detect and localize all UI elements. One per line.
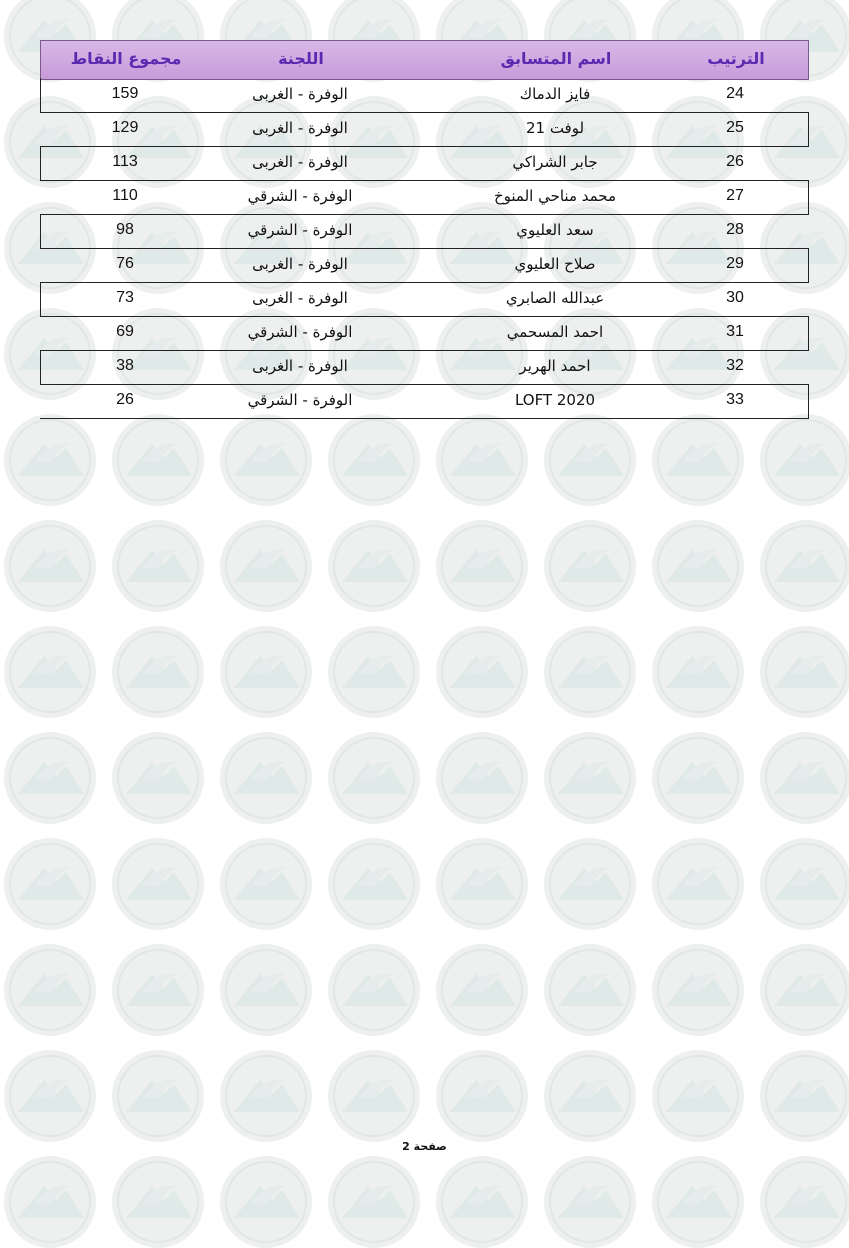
pigeon-emblem-icon: [652, 838, 744, 930]
pigeon-emblem-icon: [760, 732, 849, 824]
rank-cell: 25: [726, 119, 744, 136]
committee-cell: الوفرة - الشرقي: [247, 221, 353, 239]
points-cell: 76: [116, 255, 134, 272]
pigeon-emblem-icon: [4, 1050, 96, 1142]
pigeon-emblem-icon: [220, 626, 312, 718]
pigeon-emblem-icon: [112, 944, 204, 1036]
committee-cell: الوفرة - الغربى: [252, 255, 348, 273]
header-name: اسم المتسابق: [500, 49, 612, 68]
header-points: مجموع النقاط: [70, 49, 182, 68]
rank-cell: 28: [726, 221, 744, 238]
pigeon-emblem-icon: [328, 838, 420, 930]
pigeon-emblem-icon: [544, 1156, 636, 1248]
row-border: [40, 112, 809, 113]
pigeon-emblem-icon: [4, 944, 96, 1036]
pigeon-emblem-icon: [112, 1156, 204, 1248]
pigeon-emblem-icon: [544, 626, 636, 718]
points-cell: 38: [116, 357, 134, 374]
row-border: [40, 384, 809, 385]
points-cell: 26: [116, 391, 134, 408]
table-row: [40, 78, 809, 112]
pigeon-emblem-icon: [220, 1050, 312, 1142]
pigeon-emblem-icon: [328, 626, 420, 718]
row-border: [40, 214, 809, 215]
pigeon-emblem-icon: [760, 1156, 849, 1248]
table-row: [40, 146, 809, 180]
table-row: [40, 350, 809, 384]
pigeon-emblem-icon: [220, 1156, 312, 1248]
pigeon-emblem-icon: [220, 520, 312, 612]
pigeon-emblem-icon: [328, 732, 420, 824]
rank-cell: 26: [726, 153, 744, 170]
table-row: [40, 384, 809, 418]
pigeon-emblem-icon: [4, 414, 96, 506]
pigeon-emblem-icon: [652, 944, 744, 1036]
pigeon-emblem-icon: [760, 414, 849, 506]
pigeon-emblem-icon: [112, 626, 204, 718]
pigeon-emblem-icon: [328, 520, 420, 612]
pigeon-emblem-icon: [436, 1050, 528, 1142]
table-header: [40, 40, 809, 80]
committee-cell: الوفرة - الشرقي: [247, 323, 353, 341]
pigeon-emblem-icon: [760, 1050, 849, 1142]
table-row: [40, 112, 809, 146]
pigeon-emblem-icon: [544, 414, 636, 506]
pigeon-emblem-icon: [544, 1050, 636, 1142]
competitor-name-cell: LOFT 2020: [514, 391, 596, 409]
competitor-name-cell: احمد المسحمي: [506, 323, 604, 341]
competitor-name-cell: عبدالله الصابري: [505, 289, 605, 307]
row-border: [40, 78, 41, 112]
committee-cell: الوفرة - الشرقي: [247, 187, 353, 205]
row-border: [808, 384, 809, 418]
committee-cell: الوفرة - الغربى: [252, 85, 348, 103]
pigeon-emblem-icon: [436, 838, 528, 930]
points-cell: 159: [111, 85, 139, 102]
table-row: [40, 180, 809, 214]
points-cell: 73: [116, 289, 134, 306]
competitor-name-cell: احمد الهرير: [519, 357, 591, 375]
points-cell: 110: [112, 187, 138, 204]
pigeon-emblem-icon: [328, 1050, 420, 1142]
pigeon-emblem-icon: [760, 520, 849, 612]
points-cell: 113: [112, 153, 138, 170]
points-cell: 129: [111, 119, 139, 136]
rank-cell: 24: [726, 85, 744, 102]
pigeon-emblem-icon: [328, 944, 420, 1036]
pigeon-emblem-icon: [652, 1156, 744, 1248]
pigeon-emblem-icon: [760, 944, 849, 1036]
pigeon-emblem-icon: [4, 838, 96, 930]
pigeon-emblem-icon: [112, 414, 204, 506]
row-border: [40, 282, 41, 316]
row-border: [808, 248, 809, 282]
competitor-name-cell: لوفت 21: [525, 119, 585, 137]
pigeon-emblem-icon: [436, 520, 528, 612]
pigeon-emblem-icon: [328, 414, 420, 506]
row-border: [40, 214, 41, 248]
competitor-name-cell: صلاح العليوي: [514, 255, 596, 273]
table-row: [40, 248, 809, 282]
row-border: [40, 180, 809, 181]
committee-cell: الوفرة - الغربى: [252, 357, 348, 375]
row-border: [40, 146, 809, 147]
pigeon-emblem-icon: [220, 732, 312, 824]
pigeon-emblem-icon: [544, 944, 636, 1036]
pigeon-emblem-icon: [220, 944, 312, 1036]
pigeon-emblem-icon: [220, 838, 312, 930]
row-border: [40, 316, 809, 317]
pigeon-emblem-icon: [436, 732, 528, 824]
row-border: [40, 350, 809, 351]
row-border: [808, 316, 809, 350]
committee-cell: الوفرة - الشرقي: [247, 391, 353, 409]
row-border: [40, 418, 809, 419]
header-committee: اللجنة: [278, 49, 324, 68]
pigeon-emblem-icon: [544, 520, 636, 612]
pigeon-emblem-icon: [4, 626, 96, 718]
competitor-name-cell: جابر الشراكي: [512, 153, 598, 171]
points-cell: 69: [116, 323, 134, 340]
row-border: [40, 146, 41, 180]
rank-cell: 33: [726, 391, 744, 408]
points-cell: 98: [116, 221, 134, 238]
row-border: [40, 350, 41, 384]
rank-cell: 27: [726, 187, 744, 204]
pigeon-emblem-icon: [436, 1156, 528, 1248]
table-row: [40, 316, 809, 350]
pigeon-emblem-icon: [652, 1050, 744, 1142]
pigeon-emblem-icon: [652, 732, 744, 824]
competitor-name-cell: سعد العليوي: [516, 221, 594, 239]
competitor-name-cell: محمد مناحي المنوخ: [493, 187, 617, 205]
committee-cell: الوفرة - الغربى: [252, 153, 348, 171]
row-border: [40, 248, 809, 249]
rank-cell: 29: [726, 255, 744, 272]
pigeon-emblem-icon: [436, 626, 528, 718]
row-border: [808, 180, 809, 214]
pigeon-emblem-icon: [652, 520, 744, 612]
competitor-name-cell: فايز الدماك: [519, 85, 591, 103]
pigeon-emblem-icon: [4, 1156, 96, 1248]
pigeon-emblem-icon: [112, 732, 204, 824]
header-rank: الترتيب: [707, 49, 765, 68]
table-row: [40, 282, 809, 316]
rank-cell: 32: [726, 357, 744, 374]
pigeon-emblem-icon: [652, 414, 744, 506]
pigeon-emblem-icon: [544, 838, 636, 930]
pigeon-emblem-icon: [112, 1050, 204, 1142]
rank-cell: 31: [726, 323, 744, 340]
pigeon-emblem-icon: [652, 626, 744, 718]
table-row: [40, 214, 809, 248]
pigeon-emblem-icon: [112, 838, 204, 930]
committee-cell: الوفرة - الغربى: [252, 289, 348, 307]
committee-cell: الوفرة - الغربى: [252, 119, 348, 137]
row-border: [808, 112, 809, 146]
pigeon-emblem-icon: [112, 520, 204, 612]
pigeon-emblem-icon: [328, 1156, 420, 1248]
page-number: صفحة 2: [402, 1140, 447, 1153]
rank-cell: 30: [726, 289, 744, 306]
pigeon-emblem-icon: [544, 732, 636, 824]
pigeon-emblem-icon: [220, 414, 312, 506]
pigeon-emblem-icon: [760, 838, 849, 930]
pigeon-emblem-icon: [4, 520, 96, 612]
pigeon-emblem-icon: [760, 626, 849, 718]
pigeon-emblem-icon: [4, 732, 96, 824]
row-border: [40, 282, 809, 283]
pigeon-emblem-icon: [436, 944, 528, 1036]
pigeon-emblem-icon: [436, 414, 528, 506]
